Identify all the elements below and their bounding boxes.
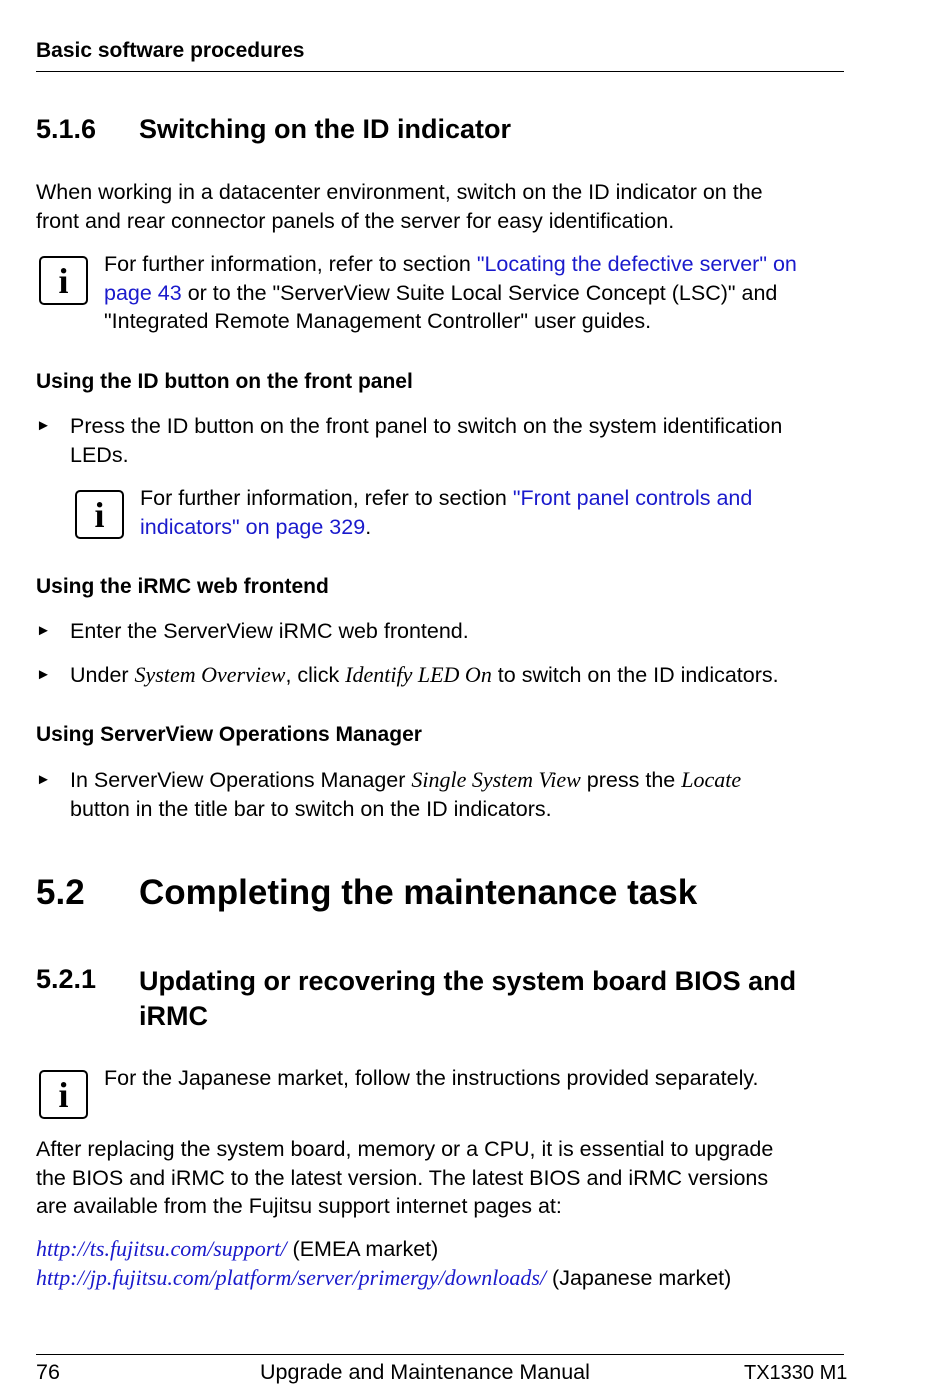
subheading-front-panel: Using the ID button on the front panel [36,370,413,393]
ui-label-single-system-view: Single System View [411,767,581,792]
info-icon: i [39,1070,88,1119]
step-identify-led: Under System Overview, click Identify LED On to switch on the ID indicators. [70,662,779,687]
bios-paragraph: After replacing the system board, memory or a CPU, it is essential to upgrade the BIOS and iRMC to the latest version. The latest BIOS and iRMC versions are available from the Fujitsu support internet pages at: [36,1137,774,1218]
running-header: Basic software procedures [36,39,305,62]
support-links: http://ts.fujitsu.com/support/ (EMEA market) http://jp.fujitsu.com/platform/server/primergy/downloads/ (Japanese market) [36,1236,732,1290]
footer-rule [36,1354,844,1355]
bullet-icon: ► [36,771,51,788]
section-title: Updating or recovering the system board BIOS and iRMC [139,966,797,1031]
step-enter-irmc: Enter the ServerView iRMC web frontend. [70,619,469,643]
link-emea-support[interactable]: http://ts.fujitsu.com/support/ [36,1236,287,1261]
link-japan-downloads[interactable]: http://jp.fujitsu.com/platform/server/primergy/downloads/ [36,1264,547,1290]
section-number: 5.2.1 [36,964,97,994]
ui-label-identify-led-on: Identify LED On [345,662,492,687]
intro-paragraph: When working in a datacenter environment, switch on the ID indicator on the front and rear connector panels of the server for easy identification. [36,180,763,233]
info-note-front-panel: For further information, refer to section "Front panel controls and indicators" on page 329. [140,486,753,539]
subheading-svom: Using ServerView Operations Manager [36,723,422,746]
link-page-43[interactable]: page 43 [104,280,182,305]
manual-title: Upgrade and Maintenance Manual [260,1360,590,1384]
ui-label-locate: Locate [681,767,742,792]
info-note-japan: For the Japanese market, follow the instructions provided separately. [104,1066,759,1090]
page-number: 76 [36,1360,60,1384]
link-locating-defective-server[interactable]: "Locating the defective server" on [476,252,797,276]
info-note: For further information, refer to section "Locating the defective server" on page 43 or to the "ServerView Suite Local Service Concept (LSC)" and "Integrated Remote Management Controller" user guides. [104,252,797,333]
link-front-panel-controls[interactable]: "Front panel controls and [512,486,753,510]
section-number: 5.2 [36,873,85,912]
bullet-icon: ► [36,417,51,434]
section-title: Completing the maintenance task [139,873,698,912]
subheading-irmc: Using the iRMC web frontend [36,575,329,598]
info-icon: i [39,256,88,305]
step-svom-locate: In ServerView Operations Manager Single System View press the Locate button in the title bar to switch on the ID indicators. [70,767,742,821]
link-page-329[interactable]: indicators" on page 329 [140,514,366,539]
step-press-id-button: Press the ID button on the front panel to switch on the system identification LEDs. [70,414,783,467]
info-icon: i [75,490,124,539]
bullet-icon: ► [36,666,51,683]
model-name: TX1330 M1 [744,1362,848,1384]
section-number: 5.1.6 [36,114,97,144]
section-title: Switching on the ID indicator [139,114,512,144]
ui-label-system-overview: System Overview [134,662,286,687]
bullet-icon: ► [36,622,51,639]
header-rule [36,71,844,72]
